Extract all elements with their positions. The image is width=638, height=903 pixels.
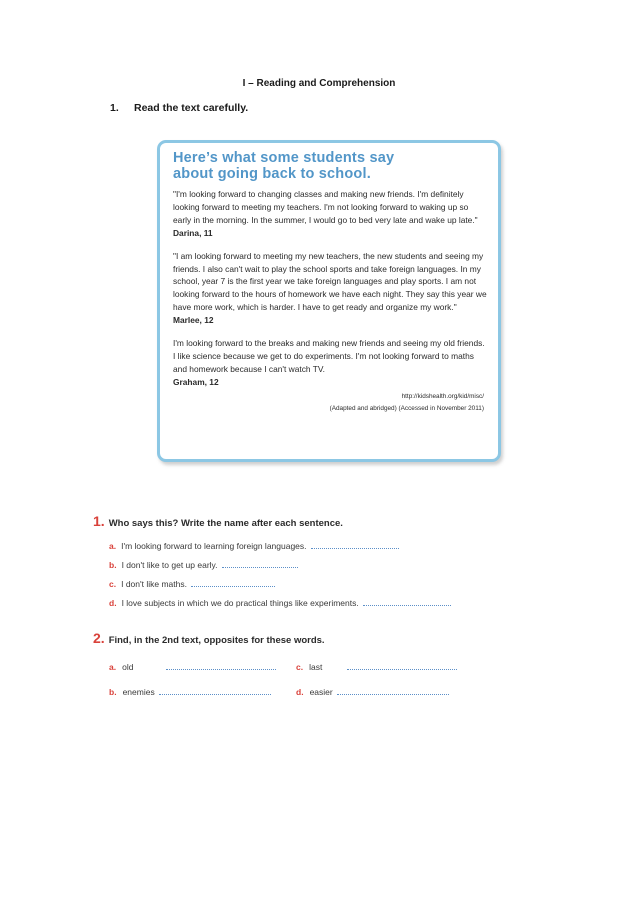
source-note: (Adapted and abridged) (Accessed in November 2011) xyxy=(329,404,484,412)
answer-blank[interactable] xyxy=(337,693,449,695)
answer-blank[interactable] xyxy=(166,668,276,670)
instruction-text: Read the text carefully. xyxy=(134,102,249,114)
item-word: old xyxy=(122,662,134,672)
item-text: I'm looking forward to learning foreign languages. xyxy=(121,541,307,551)
answer-blank[interactable] xyxy=(347,668,457,670)
item-letter: c. xyxy=(109,579,117,589)
instruction xyxy=(110,102,248,114)
item-letter: d. xyxy=(109,598,117,608)
exercise-1-item-c xyxy=(109,579,275,589)
item-letter: a. xyxy=(109,662,117,672)
exercise-2-title: Find, in the 2nd text, opposites for these words. xyxy=(108,635,325,646)
reading-text-box xyxy=(157,140,501,462)
item-word: last xyxy=(309,662,323,672)
exercise-1-item-d xyxy=(109,598,451,608)
answer-blank[interactable] xyxy=(311,547,399,549)
instruction-number: 1. xyxy=(110,102,119,114)
exercise-2-item-b xyxy=(109,687,271,697)
item-letter: b. xyxy=(109,560,117,570)
reading-box-title xyxy=(173,150,488,182)
quote-text: I'm looking forward to the breaks and making new friends and seeing my old friends. I like science because we get to do experiments. I'm not looking forward to maths and homework because I can't watch TV. xyxy=(173,338,485,374)
item-text: I don't like to get up early. xyxy=(121,560,218,570)
item-word: enemies xyxy=(122,687,155,697)
exercise-2-item-a xyxy=(109,662,276,672)
quote-text: "I am looking forward to meeting my new teachers, the new students and seeing my friends. I also can't wait to play the school sports and take foreign languages. In my school, year 7 is the first year we take foreign languages and play sports. I am not looking forward to the hours of homework we have each night. They say this year we have more work, which is harder. I have to get ready and organize my work." xyxy=(173,250,487,313)
item-letter: a. xyxy=(109,541,117,551)
exercise-1-number: 1. xyxy=(93,513,105,529)
exercise-2-item-c xyxy=(296,662,457,672)
exercise-1-item-b xyxy=(109,560,298,570)
item-text: I don't like maths. xyxy=(121,579,187,589)
quote-author: Darina, 11 xyxy=(173,227,213,238)
exercise-2-heading xyxy=(93,630,325,646)
item-text: I love subjects in which we do practical things like experiments. xyxy=(121,598,359,608)
reading-box-title-line-2: about going back to school. xyxy=(173,166,371,182)
page-title: I – Reading and Comprehension xyxy=(242,78,396,89)
item-letter: c. xyxy=(296,662,304,672)
quote-author: Marlee, 12 xyxy=(173,315,214,326)
item-letter: b. xyxy=(109,687,117,697)
exercise-1-heading xyxy=(93,513,343,529)
source-url: http://kidshealth.org/kid/misc/ xyxy=(401,392,484,400)
answer-blank[interactable] xyxy=(159,693,271,695)
answer-blank[interactable] xyxy=(363,604,451,606)
exercise-1-title: Who says this? Write the name after each sentence. xyxy=(108,518,343,529)
reading-box-title-line-1: Here’s what some students say xyxy=(173,150,395,166)
exercise-1-item-a xyxy=(109,541,399,551)
item-word: easier xyxy=(309,687,333,697)
quote-author: Graham, 12 xyxy=(173,376,219,387)
quote-text: "I'm looking forward to changing classes and making new friends. I'm definitely looking forward to meeting my teachers. I'm not looking forward to waking up so early in the morning. In the summer, I would go to bed very late and wake up late." xyxy=(173,189,478,225)
answer-blank[interactable] xyxy=(222,566,298,568)
answer-blank[interactable] xyxy=(191,585,275,587)
item-letter: d. xyxy=(296,687,304,697)
exercise-2-number: 2. xyxy=(93,630,105,646)
exercise-2-item-d xyxy=(296,687,449,697)
